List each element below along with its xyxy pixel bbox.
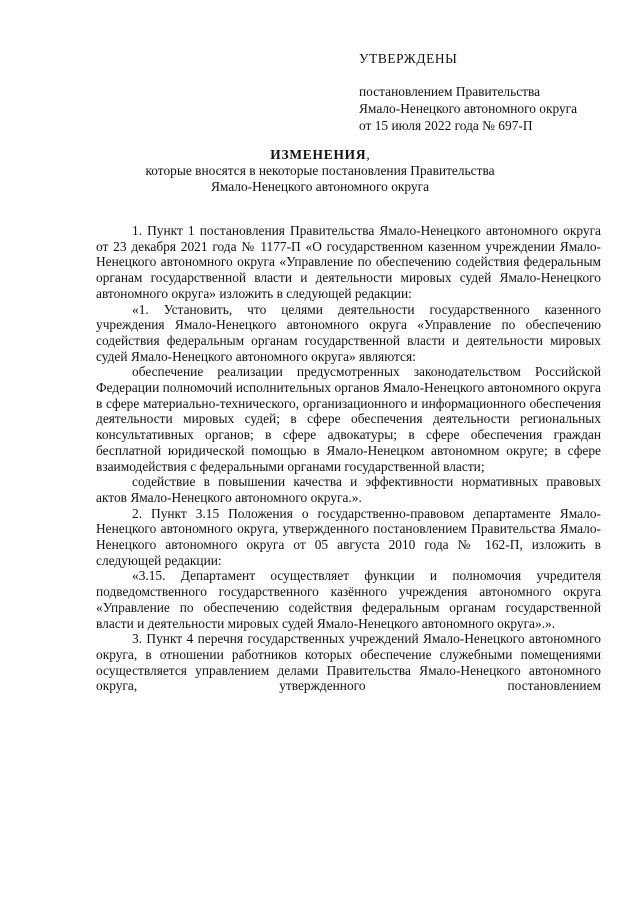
- paragraph-quote-goals: «1. Установить, что целями деятельности государственного казенного учреждения Ямало-Ненецкого автономного округа «Управление по обеспечению содействия федеральным органам государственной власти и деятельности мировых судей Ямало-Ненецкого автономного округа» являются:: [96, 301, 601, 364]
- document-subtitle-line-2: Ямало-Ненецкого автономного округа: [210, 179, 430, 194]
- document-title-main: ИЗМЕНЕНИЯ: [270, 147, 367, 162]
- document-body: [96, 223, 601, 694]
- approval-stamp-block: [359, 50, 619, 134]
- paragraph-item-1: 1. Пункт 1 постановления Правительства Ямало-Ненецкого автономного округа от 23 декабря 2021 года № 1177-П «О государственном казенном учреждении Ямало-Ненецкого автономного округа «Управление по обеспечению содействия федеральным органам государственной власти и деятельности мировых судей Ямало-Ненецкого автономного округа» изложить в следующей редакции:: [96, 223, 601, 301]
- approval-line-decree: постановлением Правительства: [359, 84, 541, 99]
- approval-line-date: от 15 июля 2022 года № 697-П: [359, 118, 533, 133]
- document-title-block: [0, 147, 640, 195]
- document-title-suffix: ,: [366, 147, 370, 162]
- document-title: [0, 147, 640, 163]
- paragraph-item-2: 2. Пункт 3.15 Положения о государственно-правовом департаменте Ямало-Ненецкого автономного округа, утвержденного постановлением Правительства Ямало-Ненецкого автономного округа от 05 августа 2010 года № 162-П, изложить в следующей редакции:: [96, 505, 601, 568]
- paragraph-quote-3-15: «3.15. Департамент осуществляет функции и полномочия учредителя подведомственного государственного казённого учреждения автономного округа «Управление по обеспечению содействия федеральным органам государственной власти и деятельности мировых судей Ямало-Ненецкого автономного округа».».: [96, 568, 601, 631]
- paragraph-goal-provision: обеспечение реализации предусмотренных законодательством Российской Федерации полномочий исполнительных органов Ямало-Ненецкого автономного округа в сфере материально-технического, организационного и информационного обеспечения деятельности мировых судей; в сфере обеспечения деятельности региональных консультативных органов; в сфере адвокатуры; в сфере обеспечения граждан бесплатной юридической помощью в Ямало-Ненецком автономном округе; в сфере взаимодействия с федеральными органами государственной власти;: [96, 364, 601, 474]
- approval-heading: УТВЕРЖДЕНЫ: [359, 51, 458, 66]
- approval-line-region: Ямало-Ненецкого автономного округа: [359, 101, 578, 116]
- paragraph-item-3: 3. Пункт 4 перечня государственных учреждений Ямало-Ненецкого автономного округа, в отношении работников которых обеспечение служебными помещениями осуществляется управлением делами Правительства Ямало-Ненецкого автономного округа, утвержденного постановлением: [96, 631, 601, 694]
- paragraph-goal-assistance: содействие в повышении качества и эффективности нормативных правовых актов Ямало-Ненецкого автономного округа.».: [96, 474, 601, 505]
- document-subtitle-line-1: которые вносятся в некоторые постановления Правительства: [145, 163, 495, 178]
